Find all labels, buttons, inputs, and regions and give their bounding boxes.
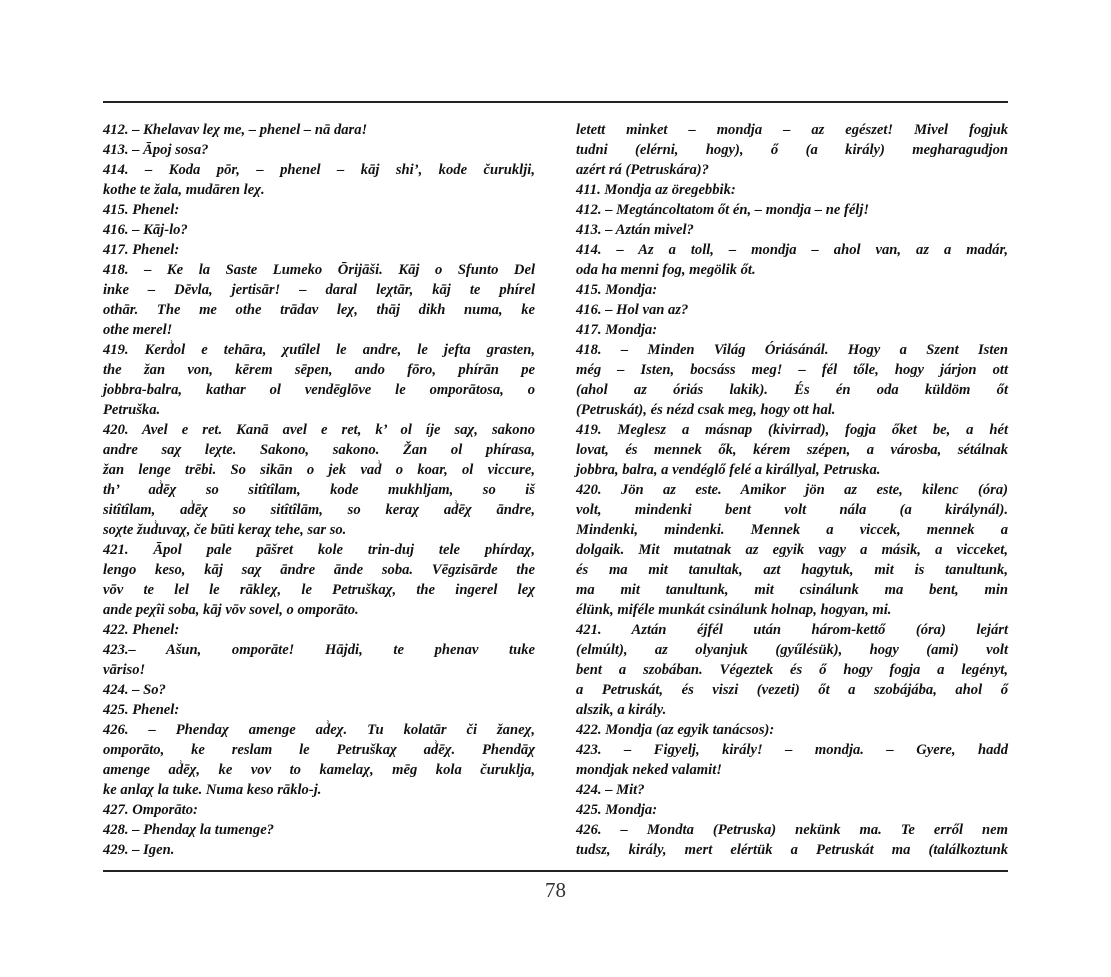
text-line: Petruška.: [103, 402, 161, 418]
text-line: 421. Aztán éjfél után három-kettő (óra) lejárt: [576, 622, 1008, 638]
text-line: 413. – Āpoj sosa?: [103, 142, 209, 158]
text-line: (Petruskát), és nézd csak meg, hogy ott hal.: [576, 402, 836, 418]
text-line: 424. – So?: [103, 682, 166, 698]
text-line: inke – Dēvla, jertisār! – daral leχtār, kāj te phírel: [103, 282, 535, 298]
text-line: 414. – Koda pōr, – phenel – kāj shi’, kode čuruklji,: [103, 162, 535, 178]
text-line: 415. Mondja:: [576, 282, 658, 298]
text-line: ma mit tanultunk, mit csinálunk ma bent, min: [576, 582, 1008, 598]
text-line: letett minket – mondja – az egészet! Mivel fogjuk: [576, 122, 1008, 138]
text-line: 418. – Ke la Saste Lumeko Ōrijāši. Kāj o Sfunto Del: [103, 262, 535, 278]
text-line: 429. – Igen.: [103, 842, 175, 858]
text-line: soχte žud͗uvaχ, če būti keraχ tehe, sar so.: [103, 522, 347, 538]
text-line: kothe te žala, mudāren leχ.: [103, 182, 265, 198]
text-line: 419. Meglesz a másnap (kivirrad), fogja őket be, a hét: [576, 422, 1008, 438]
text-line: th’ ad͗ēχ so sitîtîlam, kode mukhljam, so iš: [103, 482, 535, 498]
text-line: othār. The me othe trādav leχ, thāj dikh numa, ke: [103, 302, 535, 318]
text-line: othe merel!: [103, 322, 173, 338]
text-line: 425. Phenel:: [103, 702, 180, 718]
text-line: 412. – Khelavav leχ me, – phenel – nā dara!: [103, 122, 368, 138]
text-line: vāriso!: [103, 662, 146, 678]
text-line: élünk, miféle munkát csinálunk holnap, hogyan, mi.: [576, 602, 892, 618]
text-line: 412. – Megtáncoltatom őt én, – mondja – ne félj!: [576, 202, 870, 218]
text-line: lengo keso, kāj saχ āndre ānde soba. Vēgzisārde the: [103, 562, 535, 578]
text-line: (ahol az óriás lakik). És én oda küldöm őt: [576, 382, 1008, 398]
text-line: 422. Phenel:: [103, 622, 180, 638]
text-line: mondjak neked valamit!: [576, 762, 722, 778]
text-line: jobbra, balra, a vendéglő felé a királlyal, Petruska.: [576, 462, 881, 478]
top-rule: [103, 101, 1008, 103]
text-line: omporāto, ke reslam le Petruškaχ ad͗ēχ. Phendāχ: [103, 742, 535, 758]
text-line: 411. Mondja az öregebbik:: [576, 182, 736, 198]
text-line: 416. – Hol van az?: [576, 302, 689, 318]
text-line: 428. – Phendaχ la tumenge?: [103, 822, 274, 838]
text-line: 416. – Kāj-lo?: [103, 222, 188, 238]
text-line: vōv te lel le rākleχ, le Petruškaχ, the ingerel leχ: [103, 582, 535, 598]
text-line: ke anlaχ la tuke. Numa keso rāklo-j.: [103, 782, 322, 798]
page-number: 78: [545, 878, 566, 902]
text-line: még – Isten, bocsáss meg! – fél tőle, hogy járjon ott: [576, 362, 1008, 378]
text-line: azért rá (Petruskára)?: [576, 162, 709, 178]
bottom-rule: [103, 870, 1008, 872]
text-line: amenge ad͗ēχ, ke vov to kamelaχ, mēg kola čuruklja,: [103, 762, 535, 778]
text-line: dolgaik. Mit mutatnak az egyik vagy a másik, a vicceket,: [576, 542, 1008, 558]
right-column-hungarian-text: [576, 120, 1008, 860]
text-line: 421. Āpol pale pāšret kole trin-duj tele phírdaχ,: [103, 542, 535, 558]
text-line: oda ha menni fog, megölik őt.: [576, 262, 756, 278]
text-line: 415. Phenel:: [103, 202, 180, 218]
text-line: 414. – Az a toll, – mondja – ahol van, az a madár,: [576, 242, 1008, 258]
text-line: bent a szobában. Végeztek és ő hogy fogja a legényt,: [576, 662, 1008, 678]
text-line: lovat, és mennek ők, kérem szépen, a városba, sétálnak: [576, 442, 1008, 458]
text-line: 426. – Phendaχ amenge ad͗eχ. Tu kolatār či žaneχ,: [103, 722, 535, 738]
text-line: andre saχ leχte. Sakono, sakono. Žan ol phírasa,: [103, 442, 535, 458]
text-line: ande peχîi soba, kāj vōv sovel, o omporāto.: [103, 602, 359, 618]
text-line: 420. Avel e ret. Kanā avel e ret, k’ ol íje saχ, sakono: [103, 422, 535, 438]
text-line: 417. Mondja:: [576, 322, 658, 338]
text-line: 413. – Aztán mivel?: [576, 222, 694, 238]
text-line: sitîtîlam, ad͗ēχ so sitîtîlām, so keraχ ad͗ēχ āndre,: [103, 502, 535, 518]
text-line: 426. – Mondta (Petruska) nekünk ma. Te erről nem: [576, 822, 1008, 838]
text-line: žan lenge trēbi. So sikān o jek vad͗ o koar, ol viccure,: [103, 462, 535, 478]
text-line: alszik, a király.: [576, 702, 667, 718]
text-line: 425. Mondja:: [576, 802, 658, 818]
left-column-romani-text: [103, 120, 535, 860]
text-line: 420. Jön az este. Amikor jön az este, kilenc (óra): [576, 482, 1008, 498]
text-line: 423.– Ašun, omporāte! Hājdi, te phenav tuke: [103, 642, 535, 658]
text-line: volt, mindenki bent volt nála (a királynál).: [576, 502, 1008, 518]
text-line: 419. Kerd͗ol e tehāra, χutîlel le andre, le jefta grasten,: [103, 342, 535, 358]
text-line: 423. – Figyelj, király! – mondja. – Gyere, hadd: [576, 742, 1008, 758]
text-line: a Petruskát, és viszi (vezeti) őt a szobájába, ahol ő: [576, 682, 1008, 698]
text-line: 418. – Minden Világ Óriásánál. Hogy a Szent Isten: [576, 342, 1008, 358]
text-line: (elmúlt), az olyanjuk (gyűlésük), hogy (ami) volt: [576, 642, 1008, 658]
text-line: the žan von, kērem sēpen, ando fōro, phírān pe: [103, 362, 535, 378]
text-line: és ma mit tanultak, azt hagytuk, mit is tanultunk,: [576, 562, 1008, 578]
text-line: jobbra-balra, kathar ol vendēglōve le omporātosa, o: [103, 382, 535, 398]
text-line: tudsz, király, mert elértük a Petruskát ma (találkoztunk: [576, 842, 1008, 858]
text-line: tudni (elérni, hogy), ő (a király) megharagudjon: [576, 142, 1008, 158]
text-line: 427. Omporāto:: [103, 802, 198, 818]
text-line: 424. – Mit?: [576, 782, 645, 798]
text-line: 417. Phenel:: [103, 242, 180, 258]
text-line: Mindenki, mindenki. Mennek a viccek, mennek a: [576, 522, 1008, 538]
text-line: 422. Mondja (az egyik tanácsos):: [576, 722, 775, 738]
